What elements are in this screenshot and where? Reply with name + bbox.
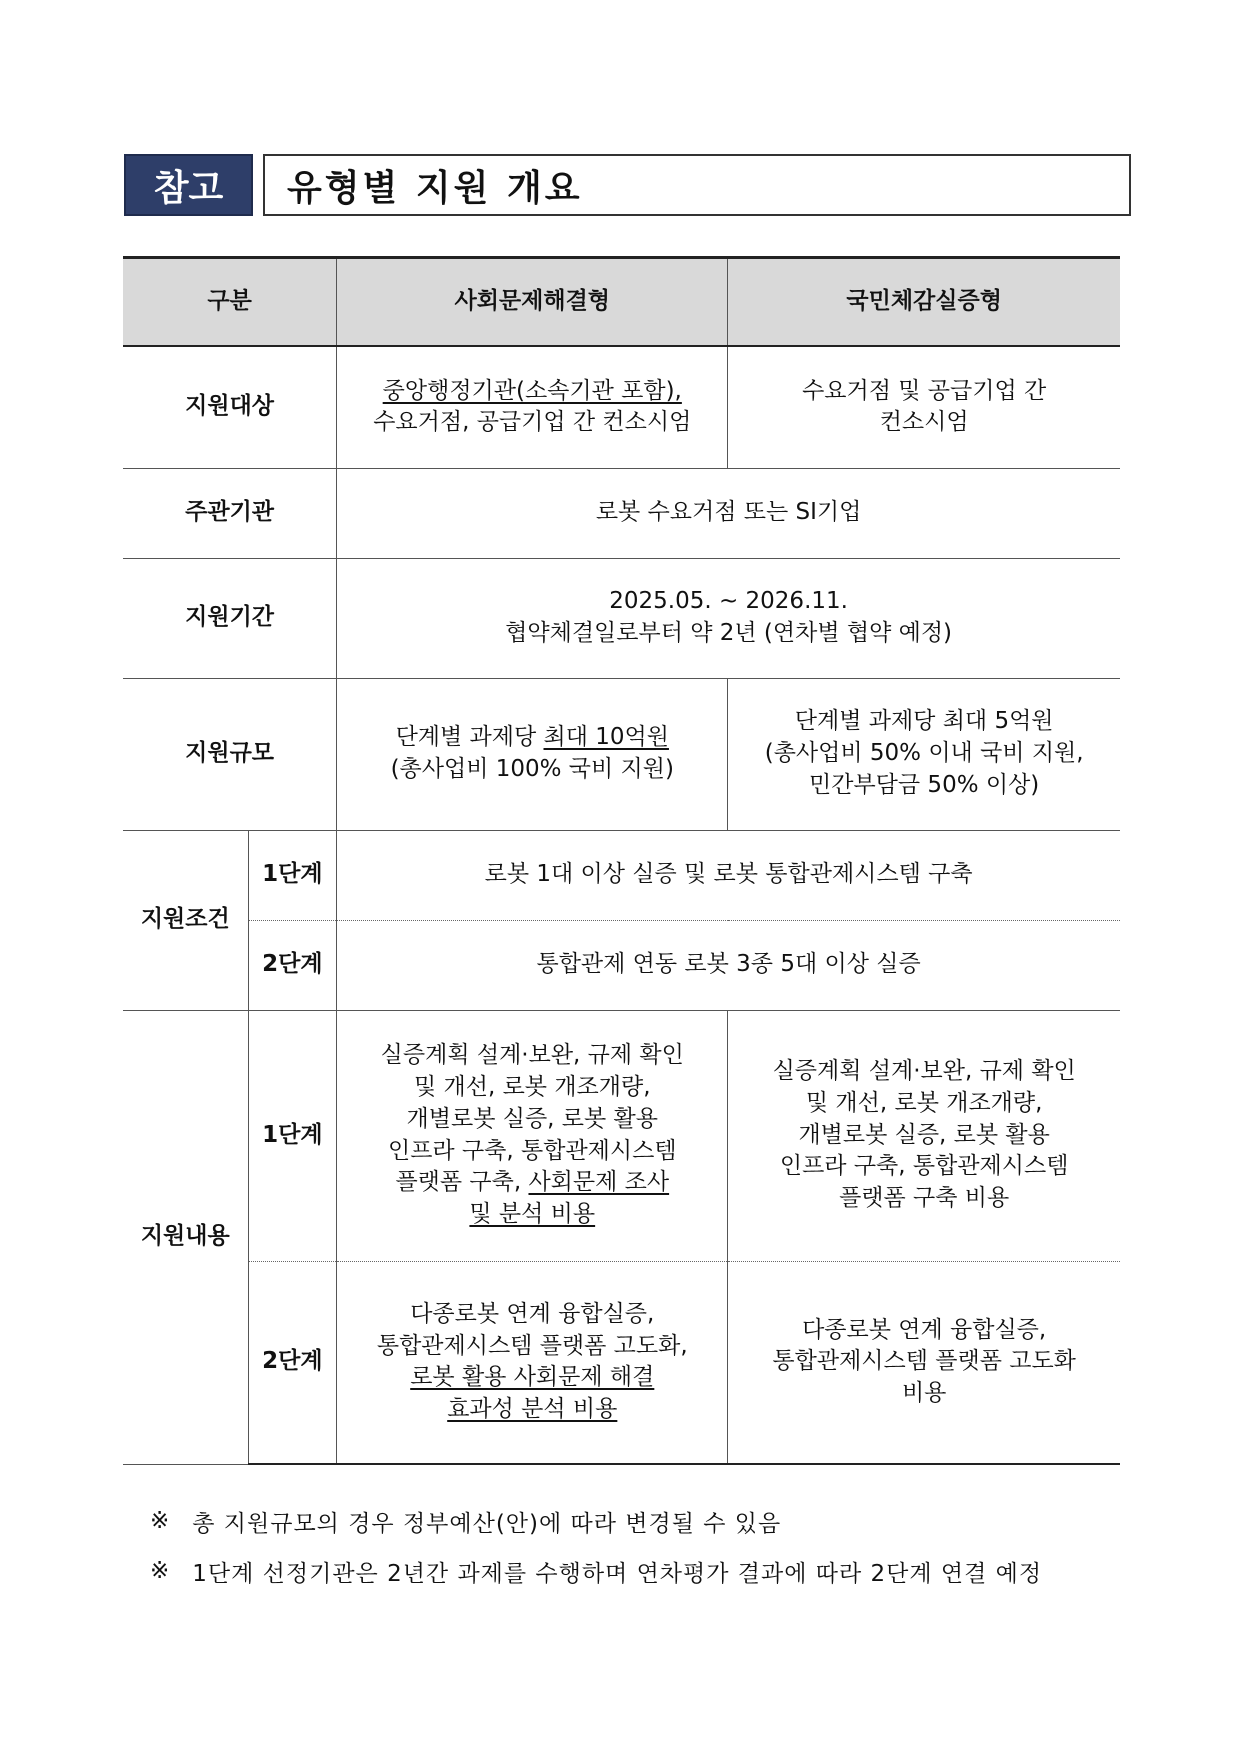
- reference-mark-icon: ※: [150, 1508, 171, 1534]
- text-line: [343, 1167, 721, 1199]
- text-fragment-underlined: 및 분석 비용: [469, 1200, 596, 1227]
- text-line: 인프라 구축, 통합관제시스템: [779, 1153, 1069, 1180]
- cell-contents-stage1-social: [337, 1010, 728, 1261]
- text-fragment: 플랫폼 구축,: [395, 1169, 529, 1196]
- text-line: 통합관제시스템 플랫폼 고도화: [772, 1348, 1076, 1375]
- text-line: [343, 1394, 721, 1426]
- label-contents-stage2: 2단계: [248, 1261, 337, 1464]
- row-scale: [123, 678, 1120, 830]
- cell-scale-public: [728, 678, 1120, 830]
- header-social-problem: 사회문제해결형: [337, 258, 728, 347]
- label-conditions-stage2: 2단계: [248, 920, 337, 1010]
- row-period: [123, 558, 1120, 678]
- label-period: 지원기간: [123, 558, 337, 678]
- cell-scale-social: [337, 678, 728, 830]
- footnote-text: 1단계 선정기관은 2년간 과제를 수행하며 연차평가 결과에 따라 2단계 연결 예정: [192, 1560, 1043, 1587]
- text-line: 수요거점, 공급기업 간 컨소시엄: [373, 409, 692, 436]
- text-line: [343, 1199, 721, 1231]
- page-title: 유형별 지원 개요: [287, 167, 583, 209]
- text-line: 비용: [901, 1380, 947, 1407]
- text-line: [343, 1362, 721, 1394]
- text-line: 중앙행정기관(소속기관 포함),: [382, 377, 682, 404]
- text-line: 실증계획 설계·보완, 규제 확인: [772, 1058, 1076, 1085]
- reference-tag: 참고: [124, 154, 253, 216]
- text-fragment-underlined: 최대 10억원: [543, 724, 669, 751]
- footnote-item: [150, 1496, 1042, 1546]
- cell-conditions-stage1: 로봇 1대 이상 실증 및 로봇 통합관제시스템 구축: [337, 830, 1120, 920]
- table-header-row: [123, 258, 1120, 347]
- text-fragment-underlined: 로봇 활용 사회문제 해결: [410, 1364, 655, 1391]
- text-line: 및 개선, 로봇 개조개량,: [805, 1089, 1043, 1116]
- row-support-target: [123, 346, 1120, 468]
- cell-target-social: [337, 346, 728, 468]
- text-line: 인프라 구축, 통합관제시스템: [387, 1137, 677, 1164]
- label-scale: 지원규모: [123, 678, 337, 830]
- row-conditions-stage1: [123, 830, 1120, 920]
- text-fragment-underlined: 사회문제 조사: [528, 1169, 670, 1196]
- text-line: 개별로봇 실증, 로봇 활용: [798, 1121, 1050, 1148]
- support-overview-table: [123, 256, 1120, 1465]
- cell-lead-org: 로봇 수요거점 또는 SI기업: [337, 468, 1120, 558]
- text-line: 2025.05. ~ 2026.11.: [609, 588, 848, 615]
- row-lead-org: [123, 468, 1120, 558]
- text-line: 플랫폼 구축 비용: [839, 1185, 1010, 1212]
- header-category: 구분: [123, 258, 337, 347]
- cell-contents-stage2-social: [337, 1261, 728, 1464]
- row-conditions-stage2: [123, 920, 1120, 1010]
- cell-contents-stage1-public: [728, 1010, 1120, 1261]
- text-line: 다종로봇 연계 융합실증,: [410, 1300, 655, 1327]
- text-line: 컨소시엄: [879, 409, 969, 436]
- cell-target-public: [728, 346, 1120, 468]
- text-line: 수요거점 및 공급기업 간: [802, 377, 1047, 404]
- text-fragment-underlined: 효과성 분석 비용: [447, 1395, 618, 1422]
- text-line: [343, 722, 721, 754]
- footnotes: [150, 1496, 1042, 1596]
- label-lead-org: 주관기관: [123, 468, 337, 558]
- text-line: 협약체결일로부터 약 2년 (연차별 협약 예정): [505, 620, 953, 646]
- text-line: 단계별 과제당 최대 5억원: [794, 708, 1054, 735]
- footnote-text: 총 지원규모의 경우 정부예산(안)에 따라 변경될 수 있음: [192, 1510, 782, 1537]
- text-line: 실증계획 설계·보완, 규제 확인: [380, 1042, 684, 1069]
- text-line: 민간부담금 50% 이상): [809, 771, 1040, 798]
- label-conditions: 지원조건: [123, 830, 248, 1010]
- section-title-row: [124, 154, 1129, 216]
- text-line: 및 개선, 로봇 개조개량,: [414, 1074, 651, 1101]
- text-fragment: 단계별 과제당: [395, 724, 544, 751]
- cell-conditions-stage2: 통합관제 연동 로봇 3종 5대 이상 실증: [337, 920, 1120, 1010]
- label-contents: 지원내용: [123, 1010, 248, 1464]
- text-line: 다종로봇 연계 융합실증,: [802, 1316, 1047, 1343]
- text-line: (총사업비 100% 국비 지원): [390, 756, 674, 782]
- row-contents-stage2: [123, 1261, 1120, 1464]
- title-box: [263, 154, 1131, 216]
- header-public-experience: 국민체감실증형: [728, 258, 1120, 347]
- label-support-target: 지원대상: [123, 346, 337, 468]
- footnote-item: [150, 1546, 1042, 1596]
- text-line: (총사업비 50% 이내 국비 지원,: [764, 740, 1084, 767]
- reference-mark-icon: ※: [150, 1558, 171, 1584]
- text-line: 통합관제시스템 플랫폼 고도화,: [376, 1332, 688, 1359]
- text-line: 개별로봇 실증, 로봇 활용: [406, 1105, 658, 1132]
- cell-contents-stage2-public: [728, 1261, 1120, 1464]
- label-contents-stage1: 1단계: [248, 1010, 337, 1261]
- row-contents-stage1: [123, 1010, 1120, 1261]
- label-conditions-stage1: 1단계: [248, 830, 337, 920]
- cell-period: [337, 558, 1120, 678]
